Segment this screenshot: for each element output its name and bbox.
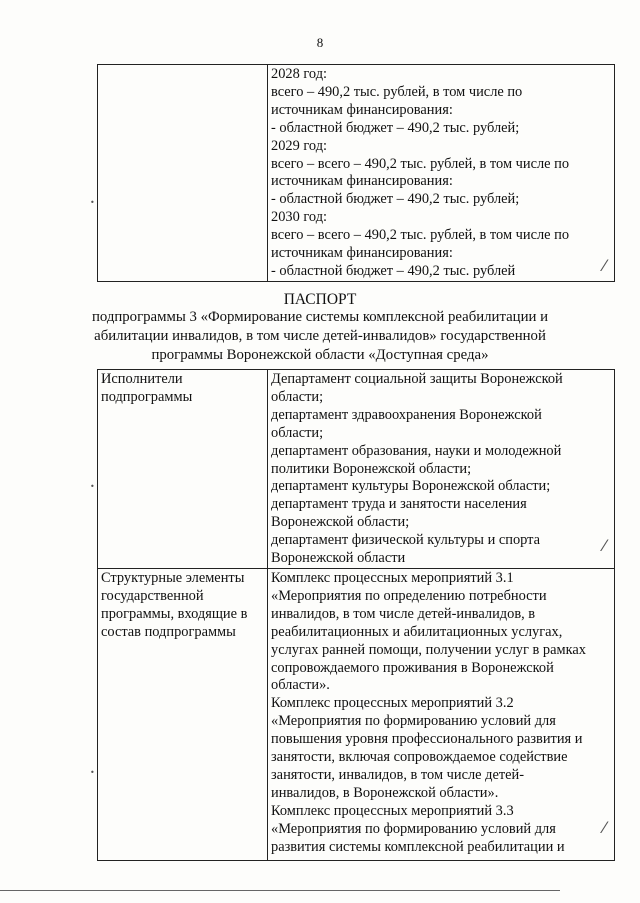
executors-value-cell: [268, 370, 615, 569]
value-line: Комплекс процессных мероприятий 3.1: [271, 569, 514, 586]
value-line: инвалидов, в Воронежской области».: [271, 784, 499, 801]
table-row: [98, 65, 615, 282]
funding-line: - областной бюджет – 490,2 тыс. рублей;: [271, 191, 520, 208]
table-cell-empty: [98, 65, 268, 282]
value-line: Воронежской области: [271, 550, 406, 567]
pen-tick-mark: ⁄: [603, 256, 606, 275]
funding-line: всего – 490,2 тыс. рублей, в том числе по: [271, 83, 523, 100]
passport-table: [97, 369, 615, 861]
value-line: Комплекс процессных мероприятий 3.3: [271, 802, 514, 819]
subtitle-line: программы Воронежской области «Доступная среда»: [151, 346, 489, 363]
executors-label-cell: [98, 370, 268, 569]
structural-value-cell: [268, 568, 615, 860]
value-line: департамент образования, науки и молодежной: [271, 442, 562, 459]
funding-line: 2030 год:: [271, 209, 328, 226]
value-line: Комплекс процессных мероприятий 3.2: [271, 695, 514, 712]
funding-line: всего – всего – 490,2 тыс. рублей, в том числе по: [271, 227, 570, 244]
passport-subtitle: [0, 308, 640, 364]
value-line: повышения уровня профессионального развития и: [271, 731, 583, 748]
funding-line: источникам финансирования:: [271, 245, 453, 262]
value-line: департамент здравоохранения Воронежской: [271, 406, 542, 423]
funding-line: источникам финансирования:: [271, 101, 453, 118]
value-line: «Мероприятия по формированию условий для: [271, 713, 556, 730]
subtitle-line: подпрограммы 3 «Формирование системы комплексной реабилитации и: [91, 309, 549, 325]
funding-line: всего – всего – 490,2 тыс. рублей, в том числе по: [271, 155, 570, 172]
pen-tick-mark: ⁄: [603, 818, 606, 837]
funding-line: - областной бюджет – 490,2 тыс. рублей: [271, 262, 516, 279]
scan-dot: •: [90, 198, 95, 207]
passport-title: ПАСПОРТ: [283, 291, 357, 308]
scan-dot: •: [90, 768, 95, 777]
value-line: области;: [271, 424, 324, 441]
label-line: программы, входящие в: [101, 605, 248, 622]
scan-dot: •: [90, 482, 95, 491]
value-line: области;: [271, 388, 324, 405]
value-line: области».: [271, 677, 330, 694]
structural-label-cell: [98, 568, 268, 860]
value-line: «Мероприятия по определению потребности: [271, 587, 547, 604]
value-line: Департамент социальной защиты Воронежской: [271, 371, 563, 387]
table-row-executors: [98, 370, 615, 569]
label-line: Исполнители: [101, 371, 183, 387]
value-line: политики Воронежской области;: [271, 460, 472, 477]
value-line: департамент физической культуры и спорта: [271, 532, 541, 549]
funding-line: 2028 год:: [271, 66, 328, 82]
value-line: реабилитационных и абилитационных услугах,: [271, 623, 563, 640]
funding-line: источникам финансирования:: [271, 173, 453, 190]
label-line: Структурные элементы: [101, 569, 245, 586]
page-number: 8: [316, 35, 324, 50]
value-line: сопровождаемого проживания в Воронежской: [271, 659, 554, 676]
value-line: занятости, инвалидов, в том числе детей-: [271, 766, 525, 783]
label-line: государственной: [101, 587, 204, 604]
funding-line: - областной бюджет – 490,2 тыс. рублей;: [271, 119, 520, 136]
scan-edge-line: [0, 890, 560, 891]
funding-continuation-table: [97, 64, 615, 282]
subtitle-line: абилитации инвалидов, в том числе детей-инвалидов» государственной: [94, 327, 546, 344]
table-row-structural-elements: [98, 568, 615, 860]
label-line: состав подпрограммы: [101, 623, 236, 640]
value-line: услугах ранней помощи, получении услуг в рамках: [271, 641, 586, 658]
value-line: развития системы комплексной реабилитации и: [271, 838, 565, 855]
value-line: «Мероприятия по формированию условий для: [271, 820, 556, 837]
value-line: департамент труда и занятости населения: [271, 496, 527, 513]
funding-cell: [268, 65, 615, 282]
funding-line: 2029 год:: [271, 137, 328, 154]
value-line: департамент культуры Воронежской области;: [271, 478, 551, 495]
label-line: подпрограммы: [101, 388, 193, 405]
pen-tick-mark: ⁄: [603, 536, 606, 555]
value-line: занятости, включая сопровождаемое содействие: [271, 749, 568, 766]
value-line: инвалидов, в том числе детей-инвалидов, в: [271, 605, 536, 622]
value-line: Воронежской области;: [271, 514, 410, 531]
